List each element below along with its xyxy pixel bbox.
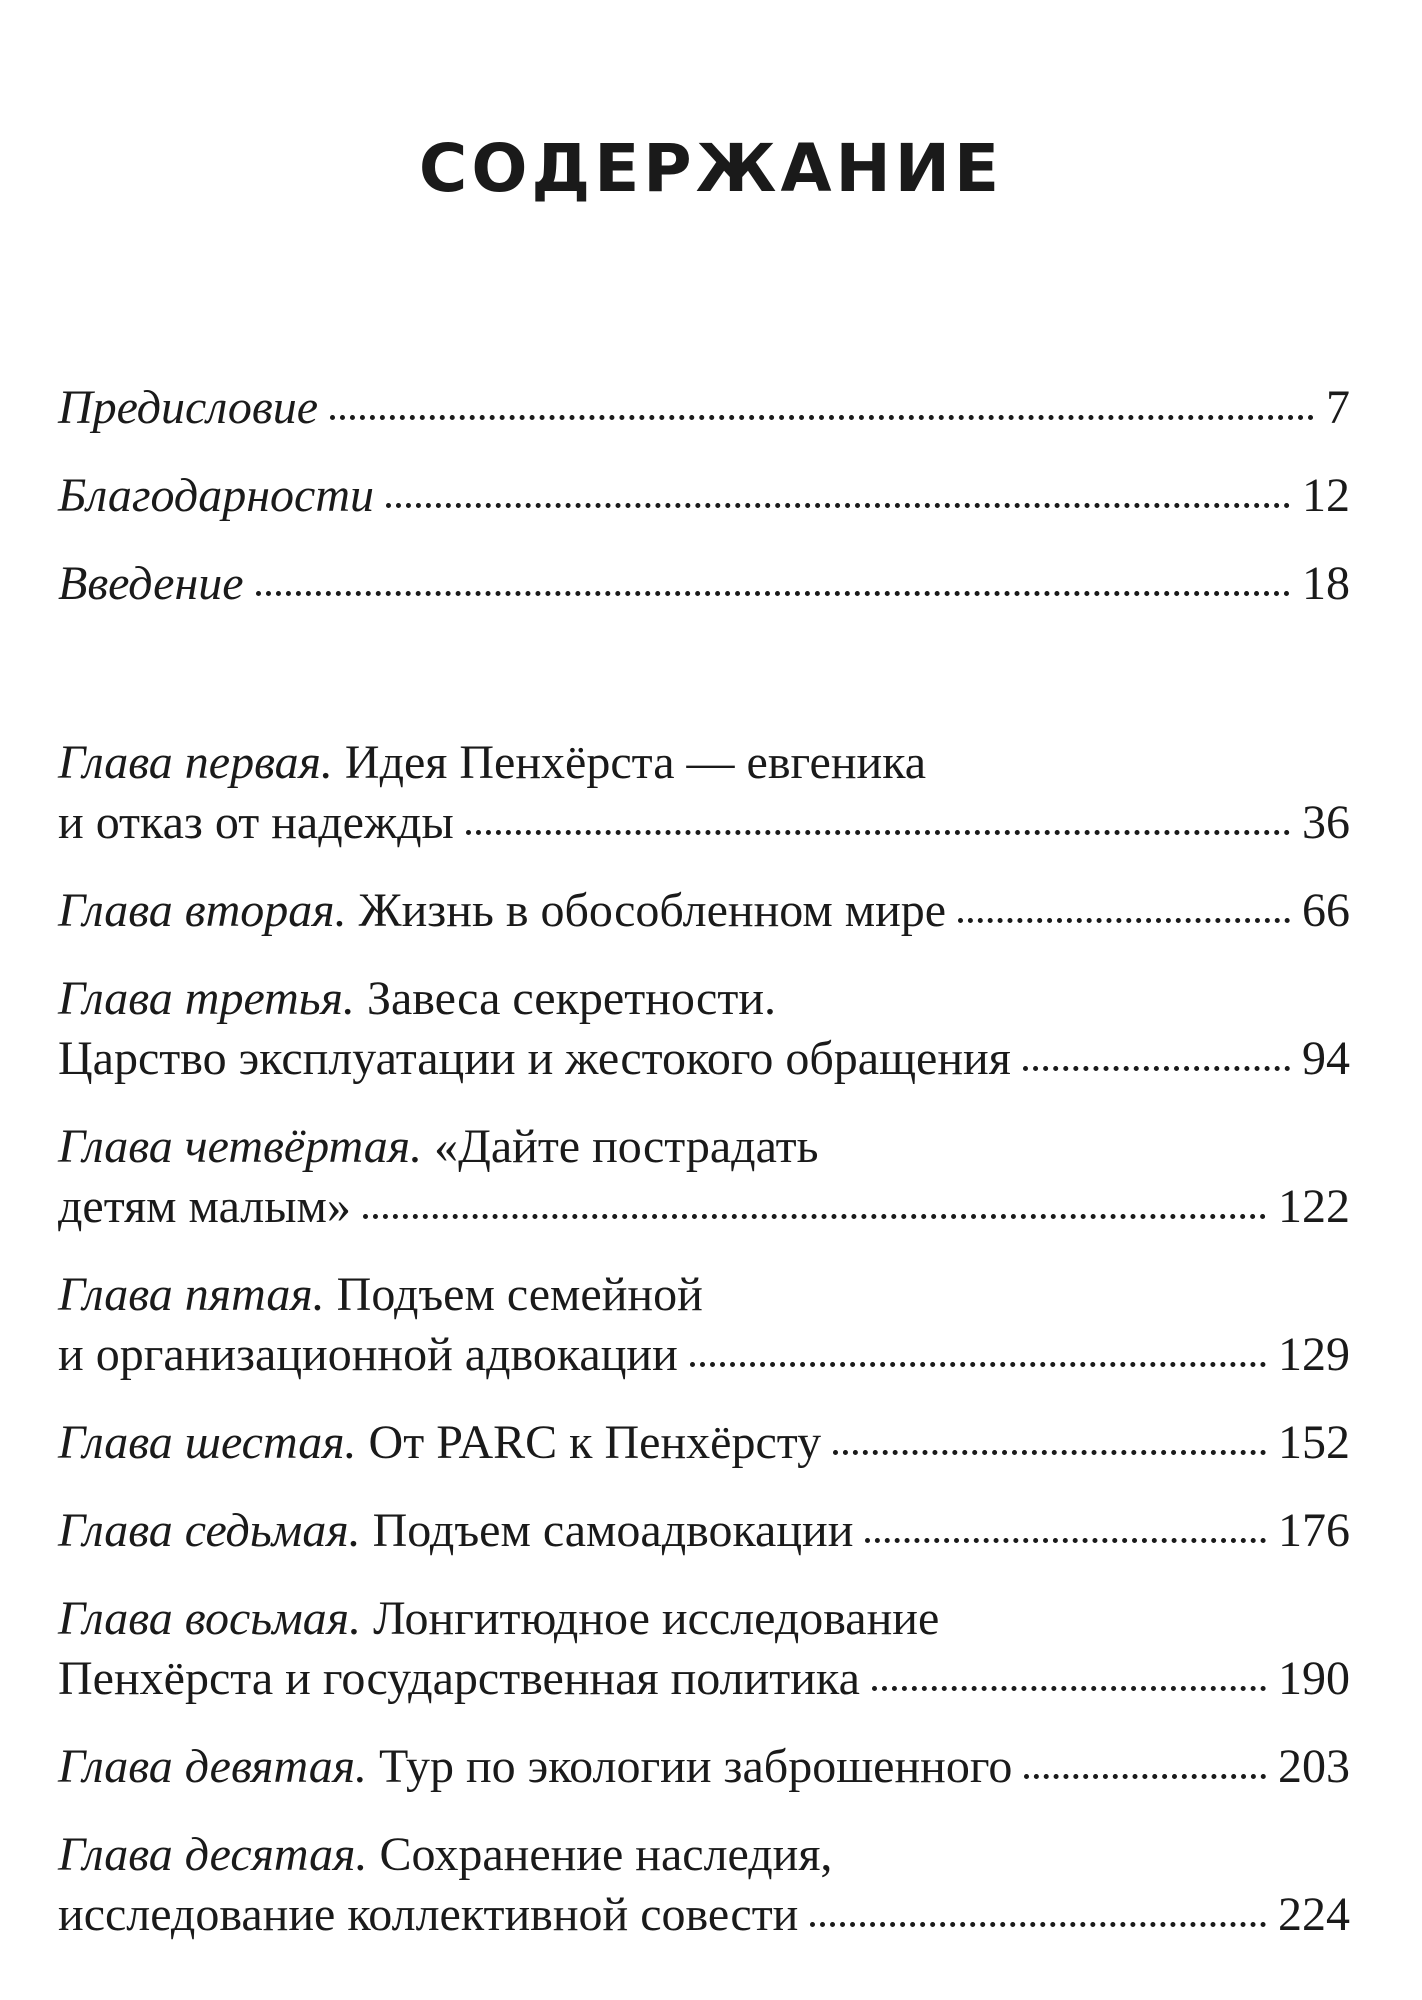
toc-entry-chapter-8[interactable] bbox=[58, 1589, 1350, 1709]
page-number: 122 bbox=[1278, 1180, 1350, 1233]
chapter-title-line2: Царство эксплуатации и жестокого обращения bbox=[58, 1032, 1011, 1085]
chapter-title-line2: Пенхёрста и государственная политика bbox=[58, 1652, 860, 1705]
dot-leader bbox=[865, 1538, 1266, 1543]
toc-entry-acknowledgements[interactable] bbox=[58, 466, 1350, 526]
page-number: 203 bbox=[1278, 1740, 1350, 1793]
chapter-label: Глава седьмая. bbox=[58, 1504, 361, 1557]
entry-title: Благодарности bbox=[58, 469, 374, 522]
page-number: 7 bbox=[1326, 381, 1350, 434]
chapter-label: Глава девятая. bbox=[58, 1740, 368, 1793]
page-number: 36 bbox=[1302, 796, 1350, 849]
chapter-title-line1: Сохранение наследия, bbox=[367, 1828, 833, 1881]
chapter-label: Глава десятая. bbox=[58, 1828, 368, 1881]
chapter-label: Глава четвёртая. bbox=[58, 1120, 423, 1173]
dot-leader bbox=[386, 503, 1290, 508]
chapter-title: Подъем самоадвокации bbox=[360, 1504, 854, 1557]
chapter-label: Глава восьмая. bbox=[58, 1592, 362, 1645]
dot-leader bbox=[330, 415, 1314, 420]
chapter-label: Глава пятая. bbox=[58, 1268, 325, 1321]
toc-entry-chapter-4[interactable] bbox=[58, 1117, 1350, 1237]
chapter-title-line2: и отказ от надежды bbox=[58, 796, 454, 849]
chapter-title-line1: Лонгитюдное исследование bbox=[361, 1592, 940, 1645]
dot-leader bbox=[872, 1686, 1266, 1691]
toc-entry-chapter-7[interactable] bbox=[58, 1501, 1350, 1561]
chapter-title: Тур по экологии заброшенного bbox=[367, 1740, 1013, 1793]
dot-leader bbox=[1024, 1774, 1266, 1779]
page-title: СОДЕРЖАНИЕ bbox=[418, 130, 1004, 208]
chapter-label: Глава третья. bbox=[58, 972, 355, 1025]
entry-title: Предисловие bbox=[58, 381, 319, 434]
dot-leader bbox=[256, 591, 1290, 596]
toc-entry-preface[interactable] bbox=[58, 378, 1350, 438]
chapter-title-line1: Завеса секретности. bbox=[354, 972, 777, 1025]
page-number: 12 bbox=[1302, 469, 1350, 522]
dot-leader bbox=[1023, 1066, 1290, 1071]
front-matter-list bbox=[58, 378, 1350, 642]
page-number: 190 bbox=[1278, 1652, 1350, 1705]
dot-leader bbox=[958, 918, 1290, 923]
dot-leader bbox=[833, 1450, 1266, 1455]
chapter-title: От PARC к Пенхёрсту bbox=[356, 1416, 822, 1469]
page-number: 224 bbox=[1278, 1888, 1350, 1941]
toc-entry-chapter-1[interactable] bbox=[58, 733, 1350, 853]
entry-title: Введение bbox=[58, 557, 244, 610]
page-number: 66 bbox=[1302, 884, 1350, 937]
toc-entry-chapter-5[interactable] bbox=[58, 1265, 1350, 1385]
page-number: 18 bbox=[1302, 557, 1350, 610]
chapter-title-line2: детям малым» bbox=[58, 1180, 351, 1233]
chapter-title: Жизнь в обособленном мире bbox=[346, 884, 947, 937]
dot-leader bbox=[810, 1922, 1266, 1927]
chapter-title-line2: исследование коллективной совести bbox=[58, 1888, 799, 1941]
toc-entry-chapter-3[interactable] bbox=[58, 969, 1350, 1089]
chapter-label: Глава шестая. bbox=[58, 1416, 357, 1469]
chapter-title-line1: Подъем семейной bbox=[324, 1268, 703, 1321]
page-number: 129 bbox=[1278, 1328, 1350, 1381]
toc-entry-chapter-6[interactable] bbox=[58, 1413, 1350, 1473]
toc-entry-chapter-2[interactable] bbox=[58, 881, 1350, 941]
dot-leader bbox=[363, 1214, 1266, 1219]
page-number: 94 bbox=[1302, 1032, 1350, 1085]
dot-leader bbox=[466, 830, 1290, 835]
dot-leader bbox=[690, 1362, 1266, 1367]
chapter-title-line1: «Дайте пострадать bbox=[422, 1120, 819, 1173]
chapter-label: Глава первая. bbox=[58, 736, 333, 789]
toc-entry-introduction[interactable] bbox=[58, 554, 1350, 614]
chapter-title-line1: Идея Пенхёрста — евгеника bbox=[332, 736, 927, 789]
page-number: 152 bbox=[1278, 1416, 1350, 1469]
chapter-list bbox=[58, 733, 1350, 1973]
toc-entry-chapter-9[interactable] bbox=[58, 1737, 1350, 1797]
chapter-title-line2: и организационной адвокации bbox=[58, 1328, 678, 1381]
toc-entry-chapter-10[interactable] bbox=[58, 1825, 1350, 1945]
page-number: 176 bbox=[1278, 1504, 1350, 1557]
chapter-label: Глава вторая. bbox=[58, 884, 347, 937]
